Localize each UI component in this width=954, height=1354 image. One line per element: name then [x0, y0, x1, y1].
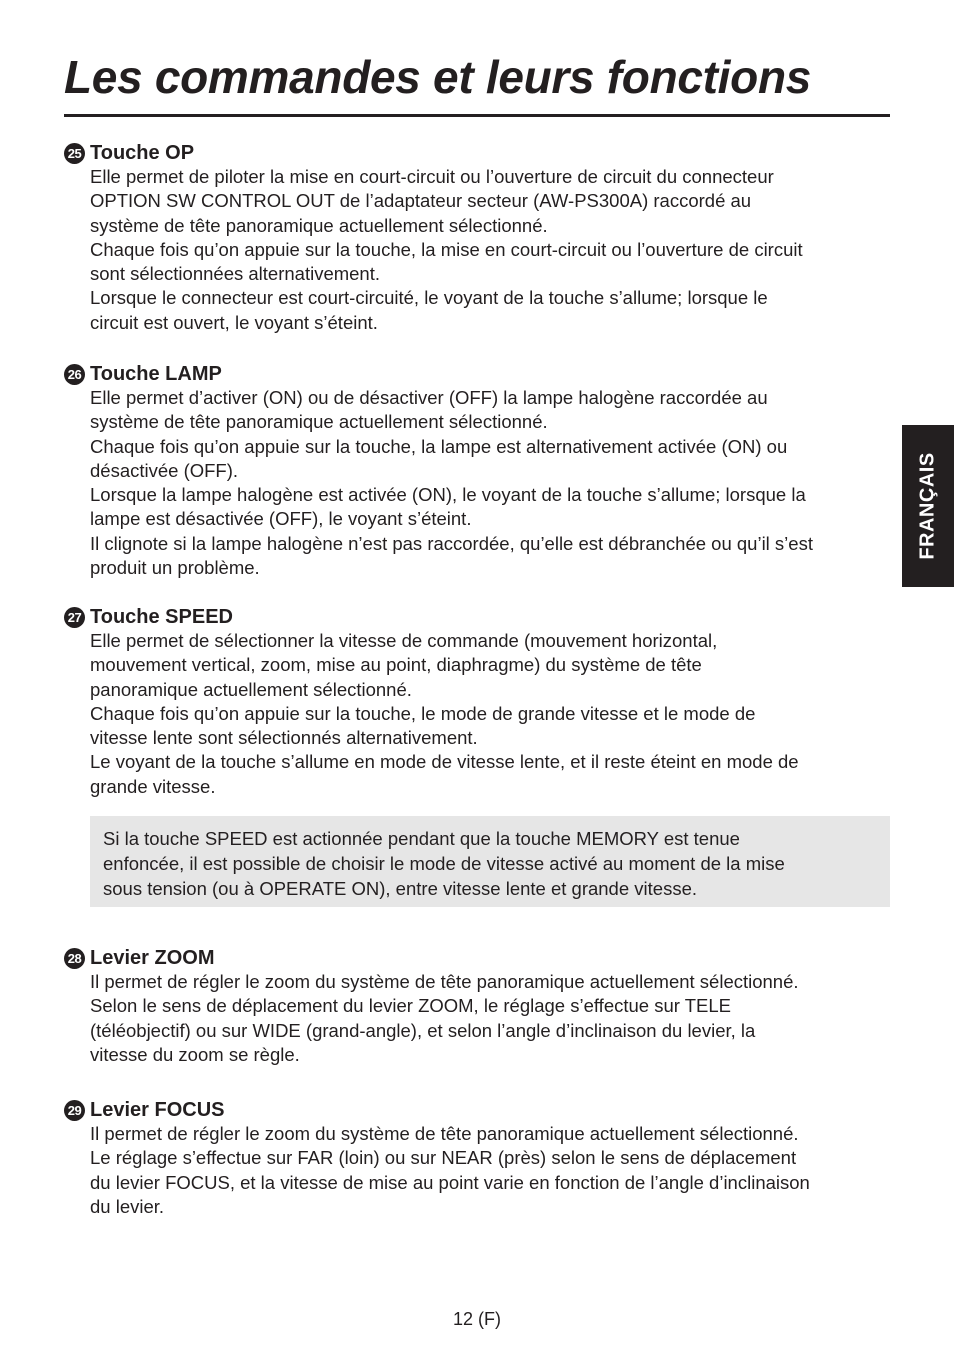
section-body — [90, 970, 894, 1067]
page-number: 12 (F) — [452, 1309, 501, 1329]
paragraph: Il clignote si la lampe halogène n’est pas raccordée, qu’elle est débranchée ou qu’il s’est produit un problème. — [90, 532, 813, 579]
section-header — [64, 946, 894, 970]
item-number-badge: 25 — [64, 143, 85, 164]
item-number-badge: 26 — [64, 364, 85, 385]
section-header — [64, 605, 894, 629]
language-tab — [902, 425, 954, 587]
section-touche-op — [64, 141, 894, 335]
section-title: Touche SPEED — [90, 606, 233, 628]
note-box — [90, 816, 890, 907]
language-tab-label: FRANÇAIS — [916, 452, 939, 560]
item-number-badge: 28 — [64, 948, 85, 969]
paragraph: Elle permet d’activer (ON) ou de désactiver (OFF) la lampe halogène raccordée au système de tête panoramique actuellement sélectionné. — [90, 387, 768, 433]
page-title: Les commandes et leurs fonctions — [64, 51, 812, 103]
paragraph: Chaque fois qu’on appuie sur la touche, la mise en court-circuit ou l’ouverture de circuit sont sélectionnées alternativement. — [90, 238, 803, 285]
note-text: Si la touche SPEED est actionnée pendant que la touche MEMORY est tenue enfoncée, il est possible de choisir le mode de vitesse activé au moment de la mise sous tension (ou à OPERATE ON), entre vitesse lente et grande vitesse. — [103, 828, 785, 899]
paragraph: Chaque fois qu’on appuie sur la touche, la lampe est alternativement activée (ON) ou désactivée (OFF). — [90, 435, 788, 481]
item-number-badge: 29 — [64, 1100, 85, 1121]
section-title: Touche LAMP — [90, 363, 222, 385]
section-body — [90, 165, 894, 335]
section-body — [90, 629, 894, 799]
section-header — [64, 362, 894, 386]
paragraph: Lorsque le connecteur est court-circuité, le voyant de la touche s’allume; lorsque le circuit est ouvert, le voyant s’éteint. — [90, 287, 768, 333]
title-divider — [64, 114, 890, 117]
section-title: Levier ZOOM — [90, 947, 215, 969]
section-touche-speed — [64, 605, 894, 799]
paragraph: Elle permet de piloter la mise en court-circuit ou l’ouverture de circuit du connecteur OPTION SW CONTROL OUT de l’adaptateur secteur (AW-PS300A) raccordé au système de tête panoramique actuellement sélectionné. — [90, 166, 774, 236]
section-levier-focus — [64, 1098, 894, 1219]
paragraph: Le voyant de la touche s’allume en mode de vitesse lente, et il reste éteint en mode de grande vitesse. — [90, 751, 799, 797]
section-header — [64, 1098, 894, 1122]
paragraph: Il permet de régler le zoom du système de tête panoramique actuellement sélectionné. Selon le sens de déplacement du levier ZOOM, le réglage s’effectue sur TELE (téléobjectif) ou sur WIDE (grand-angle), et selon l’angle d’inclinaison du levier, la vitesse du zoom se règle. — [90, 971, 799, 1065]
section-touche-lamp — [64, 362, 894, 580]
section-levier-zoom — [64, 946, 894, 1067]
paragraph: Elle permet de sélectionner la vitesse de commande (mouvement horizontal, mouvement vertical, zoom, mise au point, diaphragme) du système de tête panoramique actuellement sélectionné. — [90, 630, 718, 700]
section-body — [90, 386, 894, 580]
section-title: Touche OP — [90, 142, 195, 164]
section-header — [64, 141, 894, 165]
item-number-badge: 27 — [64, 607, 85, 628]
paragraph: Lorsque la lampe halogène est activée (ON), le voyant de la touche s’allume; lorsque la lampe est désactivée (OFF), le voyant s’éteint. — [90, 484, 806, 530]
paragraph: Chaque fois qu’on appuie sur la touche, le mode de grande vitesse et le mode de vitesse lente sont sélectionnés alternativement. — [90, 702, 756, 749]
section-title: Levier FOCUS — [90, 1099, 225, 1121]
section-body — [90, 1122, 894, 1219]
paragraph: Il permet de régler le zoom du système de tête panoramique actuellement sélectionné. Le réglage s’effectue sur FAR (loin) ou sur NEAR (près) selon le sens de déplacement du levier FOCUS, et la vitesse de mise au point varie en fonction de l’angle d’inclinaison du levier. — [90, 1123, 810, 1217]
